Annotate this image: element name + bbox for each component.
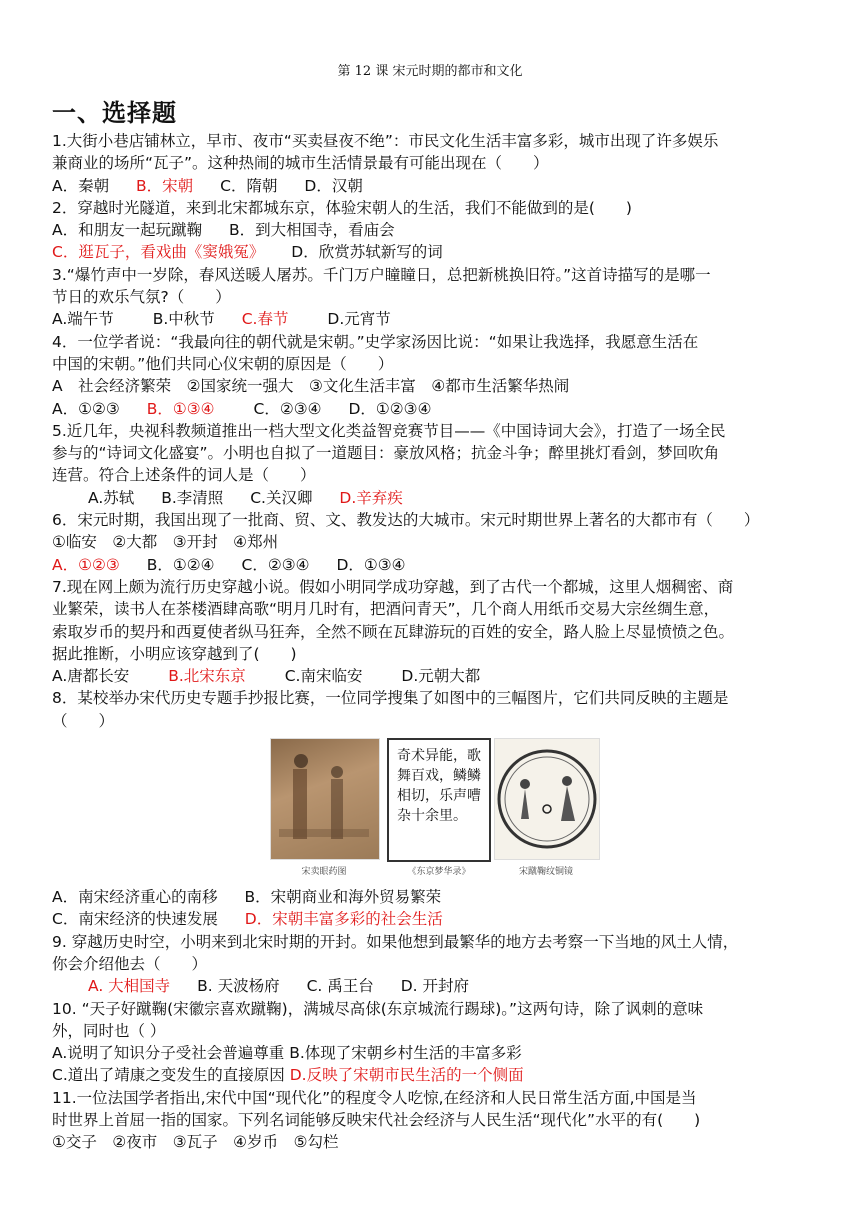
figure-caption-2: 《东京梦华录》 xyxy=(407,867,471,878)
q10-line2: 外，同时也（ ） xyxy=(52,1021,166,1040)
q2-option-d: D．欣赏苏轼新写的词 xyxy=(291,243,443,262)
q6-option-d: D．①③④ xyxy=(336,555,406,574)
q8-options-ab xyxy=(52,886,822,908)
q10-option-b: B.体现了宋朝乡村生活的丰富多彩 xyxy=(289,1044,522,1063)
q5-line1: 5.近几年，央视科教频道推出一档大型文化类益智竞赛节目——《中国诗词大会》，打造了一场全民 xyxy=(52,421,726,440)
q6-line2: ①临安 ②大都 ③开封 ④郑州 xyxy=(52,533,279,552)
q1-option-d: D．汉朝 xyxy=(304,176,363,195)
q10-line1: 10. “天子好蹴鞠(宋徽宗喜欢蹴鞠)，满城尽高俅(东京城流行踢球)。”这两句诗，除了讽刺的意味 xyxy=(52,999,704,1018)
q9-options xyxy=(52,975,822,997)
figure-quote-text: 奇术异能，歌舞百戏，鳞鳞相切，乐声嘈杂十余里。 xyxy=(397,748,481,825)
q2-option-b: B．到大相国寺，看庙会 xyxy=(229,221,395,240)
figure-dongjing-menghua-lu-text xyxy=(387,738,491,862)
q6-option-a-answer: A．①②③ xyxy=(52,555,120,574)
q8-options-cd xyxy=(52,908,822,930)
q1-options xyxy=(52,175,822,197)
figure-caption-3: 宋蹴鞠纹铜镜 xyxy=(518,867,573,878)
q9-option-d: D. 开封府 xyxy=(400,977,469,996)
q4-line3: A 社会经济繁荣 ②国家统一强大 ③文化生活丰富 ④都市生活繁华热闹 xyxy=(52,377,570,396)
q11-line2: 时世界上首屈一指的国家。下列名词能够反映宋代社会经济与人民生活“现代化”水平的有( ) xyxy=(52,1110,701,1129)
q1-line2: 兼商业的场所“瓦子”。这种热闹的城市生活情景最有可能出现在（ ） xyxy=(52,154,549,173)
q9-line2: 你会介绍他去（ ） xyxy=(52,954,208,973)
q5-option-b: B.李清照 xyxy=(161,488,224,507)
q4-option-c: C．②③④ xyxy=(253,399,322,418)
q4-line1: 4．一位学者说：“我最向往的朝代就是宋朝。”史学家汤因比说：“如果让我选择，我愿意生活在 xyxy=(52,332,699,351)
q4-option-d: D．①②③④ xyxy=(348,399,432,418)
q7-options xyxy=(52,665,822,687)
q1-option-a: A．秦朝 xyxy=(52,176,110,195)
q6-option-c: C．②③④ xyxy=(241,555,310,574)
q4-option-b-answer: B．①③④ xyxy=(146,399,215,418)
q11-line3: ①交子 ②夜市 ③瓦子 ④岁币 ⑤勾栏 xyxy=(52,1133,339,1152)
q10-option-c: C.道出了靖康之变发生的直接原因 xyxy=(52,1066,285,1085)
q5-options xyxy=(52,487,822,509)
q7-line1: 7.现在网上颇为流行历史穿越小说。假如小明同学成功穿越，到了古代一个都城，这里人烟稠密、商 xyxy=(52,577,734,596)
q8-option-a: A．南宋经济重心的南移 xyxy=(52,888,218,907)
q11-line1: 11.一位法国学者指出,宋代中国“现代化”的程度令人吃惊,在经济和人民日常生活方面,中国是当 xyxy=(52,1088,697,1107)
q7-line2: 业繁荣，读书人在茶楼酒肆高歌“明月几时有，把酒问青天”，几个商人用纸币交易大宗丝绸生意， xyxy=(52,600,720,619)
q4-options xyxy=(52,398,822,420)
q3-line2: 节日的欢乐气氛?（ ） xyxy=(52,288,231,307)
q9-line1: 9. 穿越历史时空，小明来到北宋时期的开封。如果他想到最繁华的地方去考察一下当地的风土人情， xyxy=(52,932,739,951)
q8-option-c: C．南宋经济的快速发展 xyxy=(52,910,218,929)
q4-option-a: A．①②③ xyxy=(52,399,120,418)
q10-option-d-answer: D.反映了宋朝市民生活的一个侧面 xyxy=(289,1066,524,1085)
q5-line3: 连营。符合上述条件的词人是（ ） xyxy=(52,466,316,485)
q8-option-d-answer: D．宋朝丰富多彩的社会生活 xyxy=(244,910,443,929)
q3-option-d: D.元宵节 xyxy=(327,310,391,329)
q5-option-a: A.苏轼 xyxy=(88,488,135,507)
q8-line1: 8．某校举办宋代历史专题手抄报比赛，一位同学搜集了如图中的三幅图片，它们共同反映的主题是 xyxy=(52,689,729,708)
q6-line1: 6．宋元时期，我国出现了一批商、贸、文、教发达的大城市。宋元时期世界上著名的大都市有（ ） xyxy=(52,511,760,530)
q3-line1: 3.“爆竹声中一岁除，春风送暖人屠苏。千门万户瞳瞳日，总把新桃换旧符。”这首诗描写的是哪一 xyxy=(52,265,711,284)
q8-line2: （ ） xyxy=(52,711,115,730)
q3-options xyxy=(52,308,822,330)
q4-line2: 中国的宋朝。”他们共同心仪宋朝的原因是（ ） xyxy=(52,354,394,373)
section-heading: 一、选择题 xyxy=(52,99,177,127)
question-list xyxy=(52,130,822,1154)
q2-options-cd xyxy=(52,241,822,263)
q10-option-a: A.说明了知识分子受社会普遍尊重 xyxy=(52,1044,285,1063)
q2-option-a: A．和朋友一起玩蹴鞠 xyxy=(52,221,203,240)
q7-option-d: D.元朝大都 xyxy=(401,667,481,686)
q7-line4: 据此推断，小明应该穿越到了( ) xyxy=(52,644,297,663)
q9-option-b: B. 天波杨府 xyxy=(197,977,280,996)
q1-option-b-answer: B．宋朝 xyxy=(136,176,194,195)
q1-line1: 1.大街小巷店铺林立，早市、夜市“买卖昼夜不绝”：市民文化生活丰富多彩，城市出现了许多娱乐 xyxy=(52,132,719,150)
q7-option-b-answer: B.北宋东京 xyxy=(168,667,246,686)
q7-option-c: C.南宋临安 xyxy=(284,667,363,686)
q9-option-c: C. 禹王台 xyxy=(306,977,374,996)
q10-options-ab xyxy=(52,1042,822,1064)
q9-option-a-answer: A. 大相国寺 xyxy=(88,977,171,996)
page-title: 第 12 课 宋元时期的都市和文化 xyxy=(337,64,523,79)
q10-options-cd xyxy=(52,1064,822,1086)
figure-caption-1: 宋卖眼药图 xyxy=(301,867,347,878)
q7-option-a: A.唐都长安 xyxy=(52,667,130,686)
q5-option-d-answer: D.辛弃疾 xyxy=(339,488,403,507)
q5-option-c: C.关汉卿 xyxy=(250,488,313,507)
q5-line2: 参与的“诗词文化盛宴”。小明也自拟了一道题目：豪放风格；抗金斗争；醉里挑灯看剑，梦回吹角 xyxy=(52,444,720,463)
q6-options xyxy=(52,554,822,576)
q2-option-c-answer: C．逛瓦子，看戏曲《窦娥冤》 xyxy=(52,243,265,262)
q3-option-b: B.中秋节 xyxy=(152,310,215,329)
q2-line1: 2．穿越时光隧道，来到北宋都城东京，体验宋朝人的生活，我们不能做到的是( ) xyxy=(52,198,632,217)
figure-cuju-bronze-mirror xyxy=(494,738,600,860)
q7-line3: 索取岁币的契丹和西夏使者纵马狂奔，全然不顾在瓦肆游玩的百姓的安全，路人脸上尽显愤愤之色。 xyxy=(52,622,735,641)
q8-option-b: B．宋朝商业和海外贸易繁荣 xyxy=(244,888,442,907)
q8-figures xyxy=(52,738,822,878)
figure-medicine-seller-painting xyxy=(270,738,380,860)
q3-option-c-answer: C.春节 xyxy=(241,310,289,329)
q1-option-c: C．隋朝 xyxy=(220,176,278,195)
q3-option-a: A.端午节 xyxy=(52,310,114,329)
q6-option-b: B．①②④ xyxy=(146,555,215,574)
q2-options-ab xyxy=(52,219,822,241)
